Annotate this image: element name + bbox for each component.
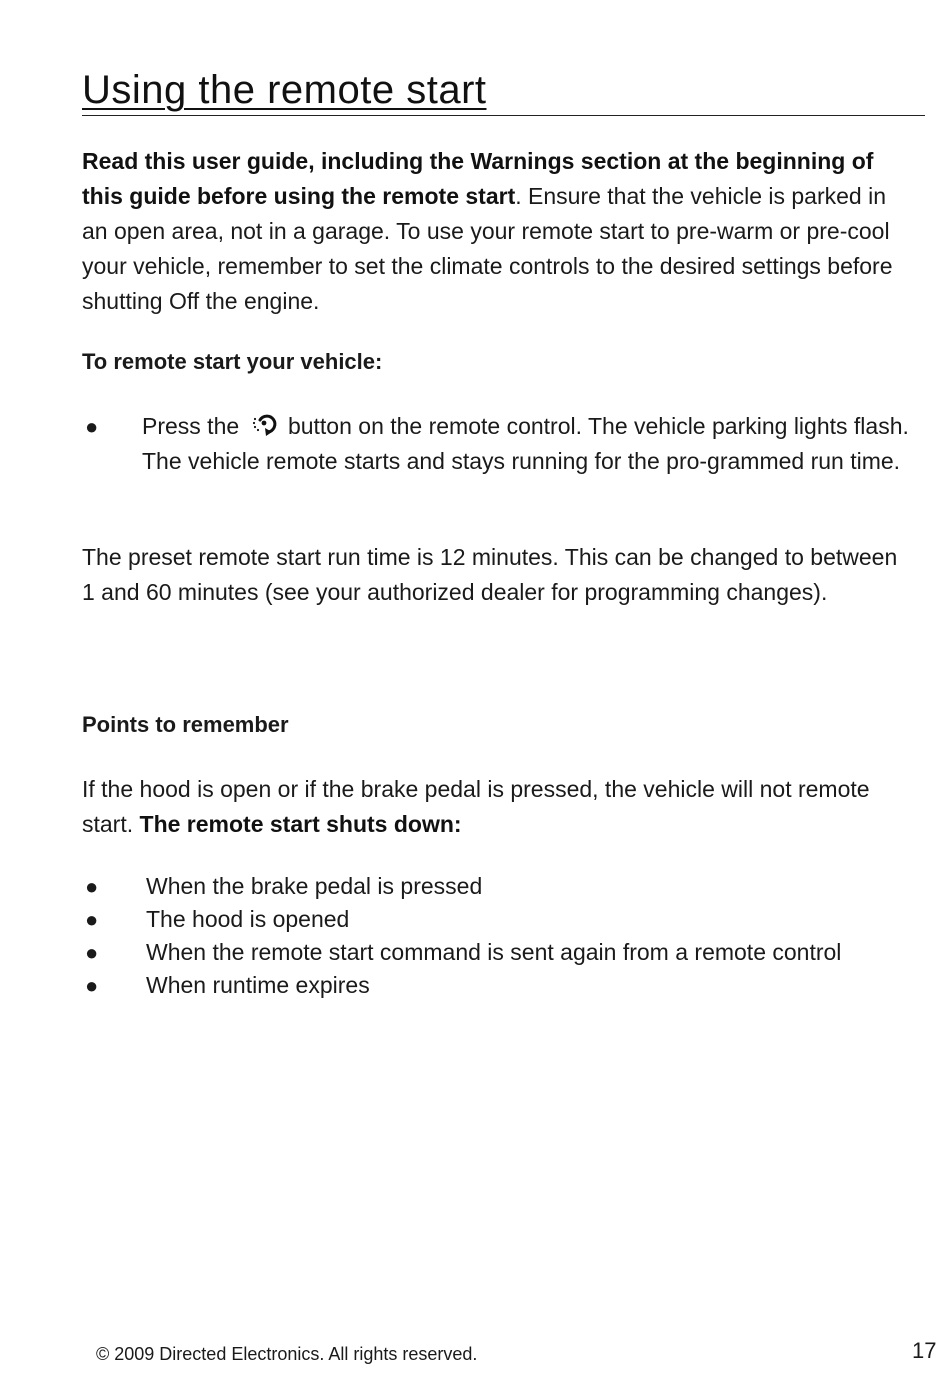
- preset-paragraph: The preset remote start run time is 12 minutes. This can be changed to between 1 and 60 minutes (see your authorized dealer for programming changes).: [82, 544, 898, 605]
- page-number: 17: [912, 1338, 937, 1363]
- list-item-text: When the brake pedal is pressed: [146, 873, 483, 899]
- remote-start-icon: [250, 410, 278, 436]
- copyright-footer: © 2009 Directed Electronics. All rights reserved.: [96, 1344, 478, 1364]
- hood-bold-text: The remote start shuts down:: [139, 811, 462, 837]
- intro-bold-text: Read this user guide, including the Warnings section at the beginning of this guide before using the remote start: [82, 148, 874, 209]
- list-item-text: When the remote start command is sent again from a remote control: [146, 939, 842, 965]
- points-heading: Points to remember: [82, 712, 289, 737]
- bullet: ●: [85, 414, 99, 439]
- list-item: [82, 936, 912, 969]
- list-item: [82, 969, 912, 1002]
- list-item: [82, 409, 912, 479]
- list-item-text: When runtime expires: [146, 972, 370, 998]
- remote-start-heading: To remote start your vehicle:: [82, 349, 383, 374]
- title-area: [82, 68, 925, 112]
- intro-text: . Ensure that the vehicle is parked in an open area, not in a garage. To use your remote start to pre-warm or pre-cool your vehicle, remember to set the climate controls to the desired settings before shutting Off the engine.: [82, 183, 893, 314]
- bullet: ●: [85, 907, 99, 932]
- list-item: [82, 903, 912, 936]
- step-text-after: button on the remote control. The vehicle parking lights flash. The vehicle remote starts and stays running for the pro-grammed run time.: [142, 413, 909, 474]
- remote-start-steps: [82, 409, 912, 479]
- bullet: ●: [85, 874, 99, 899]
- hood-text: If the hood is open or if the brake pedal is pressed, the vehicle will not remote start.: [82, 776, 870, 837]
- list-item: [82, 870, 912, 903]
- page-title: Using the remote start: [82, 68, 487, 112]
- intro-paragraph: [82, 144, 912, 319]
- bullet: ●: [85, 940, 99, 965]
- step-text-before: Press the: [142, 413, 240, 439]
- hood-paragraph: [82, 772, 912, 842]
- bullet: ●: [85, 973, 99, 998]
- shutdown-list: [82, 870, 912, 1002]
- title-rule: [82, 115, 925, 116]
- list-item-text: The hood is opened: [146, 906, 350, 932]
